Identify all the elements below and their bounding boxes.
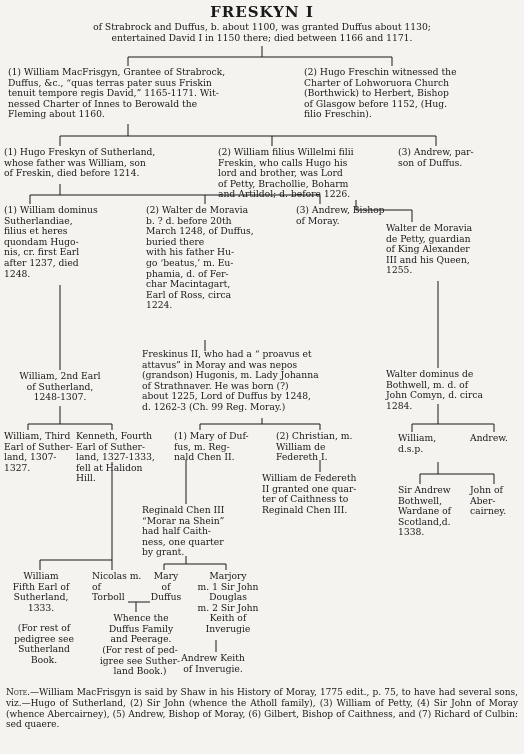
gen6-sir-andrew-bothwell: Sir Andrew Bothwell, Wardane of Scotland,d. 1338.: [398, 485, 452, 539]
gen7-nicolas-of-torboll: Nicolas m. of Torboll: [92, 571, 142, 604]
gen5-mary-of-duffus: (1) Mary of Duf- fus, m. Reg- nald Chen II.: [174, 431, 249, 464]
gen3-walter-de-moravia: (2) Walter de Moravia b. ? d. before 20th March 1248, of Duffus, buried there with his father Hu- go ‘beatus,’ m. Eu- phamia, d. of Fer- char Macintagart, Earl of Ross, circa 1224.: [146, 205, 254, 312]
gen5-kenneth-fourth-earl: Kenneth, Fourth Earl of Suther- land, 1327-1333, fell at Halidon Hill.: [76, 431, 155, 485]
gen6-reginald-chen-iii: Reginald Chen III “Morar na Shein” had half Caith- ness, one quarter by grant.: [142, 505, 225, 559]
gen5-christian: (2) Christian, m. William de Federeth I.: [276, 431, 353, 464]
gen7-andrew-keith: Andrew Keith of Inverugie.: [181, 653, 245, 675]
gen6-william-de-federeth-ii: William de Federeth II granted one quar- ter of Caithness to Reginald Chen III.: [262, 473, 357, 516]
gen2-andrew-parson: (3) Andrew, par- son of Duffus.: [398, 147, 474, 169]
gen2-hugo-freskyn: (1) Hugo Freskyn of Sutherland, whose father was William, son of Freskin, died before 1214.: [4, 147, 156, 180]
gen4-william-2nd-earl: William, 2nd Earl of Sutherland, 1248-1307.: [19, 371, 101, 404]
gen1-william-macfrisgyn: (1) William MacFrisgyn, Grantee of Strabrock, Duffus, &c., “quas terras pater suus Friskin tenuit tempore regis David,” 1165-1171. Wit- nessed Charter of Innes to Berowald the Fleming about 1160.: [8, 67, 226, 121]
gen7-marjory: Marjory m. 1 Sir John Douglas m. 2 Sir John Keith of Inverugie: [197, 571, 259, 635]
gen7-william-fifth-earl: William Fifth Earl of Sutherland, 1333.: [12, 571, 70, 614]
pedigree-title: FRESKYN I: [210, 3, 314, 21]
gen6-john-of-abercairney: John of Aber- cairney.: [470, 485, 507, 518]
gen4-freskinus-ii: Freskinus II, who had a “ proavus et attavus” in Moray and was nepos (grandson) Hugonis, m. Lady Johanna of Strathnaver. He was born (?) about 1225, Lord of Duffus by 1248, d. 1262-3 (Ch. 99 Reg. Moray.): [142, 349, 319, 413]
root-ancestor-description: of Strabrock and Duffus, b. about 1100, was granted Duffus about 1130; entertained David I in 1150 there; died between 1166 and 1171.: [93, 22, 431, 44]
gen7-mary-of-duffus: Mary of Duffus: [150, 571, 182, 604]
gen5-andrew: Andrew.: [470, 433, 508, 444]
gen3-walter-de-moravia-de-petty: Walter de Moravia de Petty, guardian of King Alexander III and his Queen, 1255.: [386, 223, 473, 277]
footnote-text: —William MacFrisgyn is said by Shaw in his History of Moray, 1775 edit., p. 75, to have had several sons, viz.—Hugo of Sutherland, (2) Sir John (whence the Atholl family), (3) William of Petty, (4) Sir John of Moray (whence Abercairney), (5) Andrew, Bishop of Moray, (6) Gilbert, Bishop of Caithness, and (7) Richard of Culbin: sed quaere.: [6, 688, 518, 731]
gen5-william-dsp: William, d.s.p.: [398, 433, 437, 455]
footnote: [6, 688, 518, 731]
gen7-duffus-family-note: Whence the Duffus Family and Peerage.: [108, 613, 174, 646]
footnote-label: Note.: [6, 688, 31, 698]
gen5-william-third-earl: William, Third Earl of Suther- land, 1307-1327.: [4, 431, 74, 474]
gen2-william-filius-willelmi: (2) William filius Willelmi filii Freskin, who calls Hugo his lord and brother, was Lord of Petty, Brachollie, Boharm and Artildol; d. before 1226.: [218, 147, 354, 201]
gen3-william-dominus-sutherlandiae: (1) William dominus Sutherlandiae, filius et heres quondam Hugo- nis, cr. first Earl after 1237, died 1248.: [4, 205, 98, 280]
gen3-andrew-bishop: (3) Andrew, Bishop of Moray.: [296, 205, 385, 227]
ref-sutherland-book-1: (For rest of pedigree see Sutherland Book.: [14, 623, 74, 666]
gen4-walter-dominus-de-bothwell: Walter dominus de Bothwell, m. d. of John Comyn, d. circa 1284.: [386, 369, 484, 412]
gen1-hugo-freschin: (2) Hugo Freschin witnessed the Charter of Lohworuora Church (Borthwick) to Herbert, Bishop of Glasgow before 1152, (Hug. filio Freschin).: [304, 67, 457, 121]
ref-sutherland-book-2: (For rest of ped- igree see Suther- land Book.): [99, 645, 181, 678]
